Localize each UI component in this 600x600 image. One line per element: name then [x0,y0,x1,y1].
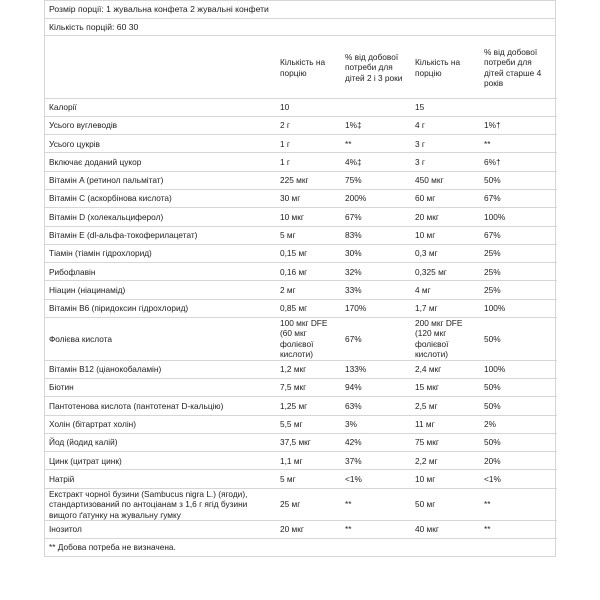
amount-per-serving-1: 0,15 мг [276,244,341,262]
table-row [45,226,557,244]
amount-per-serving-2: 3 г [411,135,480,153]
amount-per-serving-1: 2 г [276,116,341,134]
nutrient-name: Пантотенова кислота (пантотенат D-кальцію) [45,397,276,415]
header-amount-2: Кількість на порцію [411,36,480,99]
amount-per-serving-2: 2,2 мг [411,452,480,470]
amount-per-serving-1: 0,85 мг [276,299,341,317]
supplement-facts-panel [44,0,556,557]
amount-per-serving-1: 37,5 мкг [276,433,341,451]
daily-value-2: ** [480,520,557,538]
amount-per-serving-2: 3 г [411,153,480,171]
amount-per-serving-1: 30 мг [276,189,341,207]
header-dv-2: % від добової потреби для дітей старше 4 років [480,36,557,99]
daily-value-2: 67% [480,226,557,244]
daily-value-1: ** [341,135,411,153]
daily-value-1: 67% [341,318,411,361]
daily-value-1: 42% [341,433,411,451]
amount-per-serving-2: 2,5 мг [411,397,480,415]
daily-value-1: <1% [341,470,411,488]
amount-per-serving-2: 75 мкг [411,433,480,451]
nutrient-name: Фолієва кислота [45,318,276,361]
amount-per-serving-1: 5,5 мг [276,415,341,433]
table-row [45,153,557,171]
table-row [45,244,557,262]
daily-value-1: 63% [341,397,411,415]
amount-per-serving-1: 25 мг [276,488,341,520]
daily-value-2: 20% [480,452,557,470]
nutrient-name: Усього цукрів [45,135,276,153]
amount-per-serving-1: 10 мкг [276,208,341,226]
daily-value-2: <1% [480,470,557,488]
amount-per-serving-2: 200 мкг DFE (120 мкг фолієвої кислоти) [411,318,480,361]
nutrient-name: Вітамін A (ретинол пальмітат) [45,171,276,189]
table-row [45,189,557,207]
daily-value-2: 25% [480,281,557,299]
daily-value-1: 67% [341,208,411,226]
nutrient-name: Вітамін D (холекальциферол) [45,208,276,226]
nutrient-name: Калорії [45,98,276,116]
daily-value-2: ** [480,488,557,520]
amount-per-serving-2: 10 мг [411,226,480,244]
daily-value-1: 37% [341,452,411,470]
daily-value-2: 50% [480,318,557,361]
daily-value-1: ** [341,520,411,538]
amount-per-serving-2: 1,7 мг [411,299,480,317]
daily-value-2: 67% [480,189,557,207]
table-row [45,433,557,451]
nutrient-name: Цинк (цитрат цинк) [45,452,276,470]
daily-value-1: 4%‡ [341,153,411,171]
daily-value-2: ** [480,135,557,153]
table-row [45,520,557,538]
amount-per-serving-1: 1,2 мкг [276,360,341,378]
daily-value-1: 3% [341,415,411,433]
table-row [45,360,557,378]
nutrient-table [45,36,557,540]
amount-per-serving-1: 225 мкг [276,171,341,189]
amount-per-serving-2: 0,325 мг [411,263,480,281]
servings-per-container: Кількість порцій: 60 30 [45,19,555,36]
nutrient-name: Натрій [45,470,276,488]
nutrient-name: Вітамін B12 (ціанокобаламін) [45,360,276,378]
amount-per-serving-1: 100 мкг DFE (60 мкг фолієвої кислоти) [276,318,341,361]
table-row [45,415,557,433]
daily-value-1: 83% [341,226,411,244]
daily-value-2: 100% [480,208,557,226]
nutrient-name: Йод (йодид калій) [45,433,276,451]
header-amount-1: Кількість на порцію [276,36,341,99]
daily-value-2: 50% [480,397,557,415]
table-row [45,488,557,520]
amount-per-serving-1: 5 мг [276,470,341,488]
daily-value-2: 100% [480,360,557,378]
amount-per-serving-2: 10 мг [411,470,480,488]
daily-value-1: 30% [341,244,411,262]
table-row [45,281,557,299]
daily-value-2: 25% [480,244,557,262]
daily-value-1: 170% [341,299,411,317]
nutrient-name: Усього вуглеводів [45,116,276,134]
nutrient-name: Рибофлавін [45,263,276,281]
amount-per-serving-2: 4 г [411,116,480,134]
nutrient-name: Холін (бітартрат холін) [45,415,276,433]
daily-value-2: 50% [480,378,557,396]
table-row [45,171,557,189]
nutrient-name: Екстракт чорної бузини (Sambucus nigra L.) (ягоди), стандартизований по антоціанам з 1,6 г ягід бузини вищого ґатунку на жувальну гумку [45,488,276,520]
table-row [45,208,557,226]
daily-value-2: 2% [480,415,557,433]
table-row [45,378,557,396]
amount-per-serving-2: 4 мг [411,281,480,299]
daily-value-1: 200% [341,189,411,207]
nutrient-name: Вітамін C (аскорбінова кислота) [45,189,276,207]
table-row [45,299,557,317]
amount-per-serving-2: 15 [411,98,480,116]
amount-per-serving-2: 450 мкг [411,171,480,189]
amount-per-serving-1: 5 мг [276,226,341,244]
daily-value-2: 1%† [480,116,557,134]
daily-value-2: 50% [480,433,557,451]
amount-per-serving-1: 7,5 мкг [276,378,341,396]
header-dv-1: % від добової потреби для дітей 2 і 3 роки [341,36,411,99]
daily-value-1: 33% [341,281,411,299]
nutrient-name: Тіамін (тіамін гідрохлорид) [45,244,276,262]
serving-size: Розмір порції: 1 жувальна конфета 2 жувальні конфети [45,1,555,19]
nutrient-name: Включає доданий цукор [45,153,276,171]
amount-per-serving-1: 2 мг [276,281,341,299]
amount-per-serving-1: 1,1 мг [276,452,341,470]
daily-value-1: 1%‡ [341,116,411,134]
table-row [45,116,557,134]
amount-per-serving-2: 11 мг [411,415,480,433]
nutrient-name: Вітамін E (dl-альфа-токоферилацетат) [45,226,276,244]
amount-per-serving-2: 2,4 мкг [411,360,480,378]
amount-per-serving-2: 0,3 мг [411,244,480,262]
amount-per-serving-2: 15 мкг [411,378,480,396]
supplement-facts-box [44,0,556,557]
amount-per-serving-2: 40 мкг [411,520,480,538]
amount-per-serving-1: 10 [276,98,341,116]
nutrient-name: Ніацин (ніацинамід) [45,281,276,299]
amount-per-serving-2: 20 мкг [411,208,480,226]
amount-per-serving-2: 60 мг [411,189,480,207]
footnote: ** Добова потреба не визначена. [45,539,555,557]
daily-value-2: 100% [480,299,557,317]
nutrient-name: Біотин [45,378,276,396]
amount-per-serving-1: 1,25 мг [276,397,341,415]
table-row [45,98,557,116]
table-row [45,318,557,361]
table-row [45,263,557,281]
amount-per-serving-1: 0,16 мг [276,263,341,281]
table-row [45,470,557,488]
amount-per-serving-1: 1 г [276,153,341,171]
table-header-row [45,36,557,99]
daily-value-1 [341,98,411,116]
daily-value-2 [480,98,557,116]
amount-per-serving-1: 20 мкг [276,520,341,538]
table-row [45,452,557,470]
table-row [45,397,557,415]
amount-per-serving-2: 50 мг [411,488,480,520]
nutrient-name: Вітамін B6 (піридоксин гідрохлорид) [45,299,276,317]
daily-value-2: 6%† [480,153,557,171]
daily-value-1: ** [341,488,411,520]
table-row [45,135,557,153]
daily-value-2: 50% [480,171,557,189]
daily-value-1: 133% [341,360,411,378]
header-nutrient [45,36,276,99]
daily-value-1: 32% [341,263,411,281]
nutrient-name: Інозитол [45,520,276,538]
daily-value-2: 25% [480,263,557,281]
daily-value-1: 94% [341,378,411,396]
daily-value-1: 75% [341,171,411,189]
amount-per-serving-1: 1 г [276,135,341,153]
